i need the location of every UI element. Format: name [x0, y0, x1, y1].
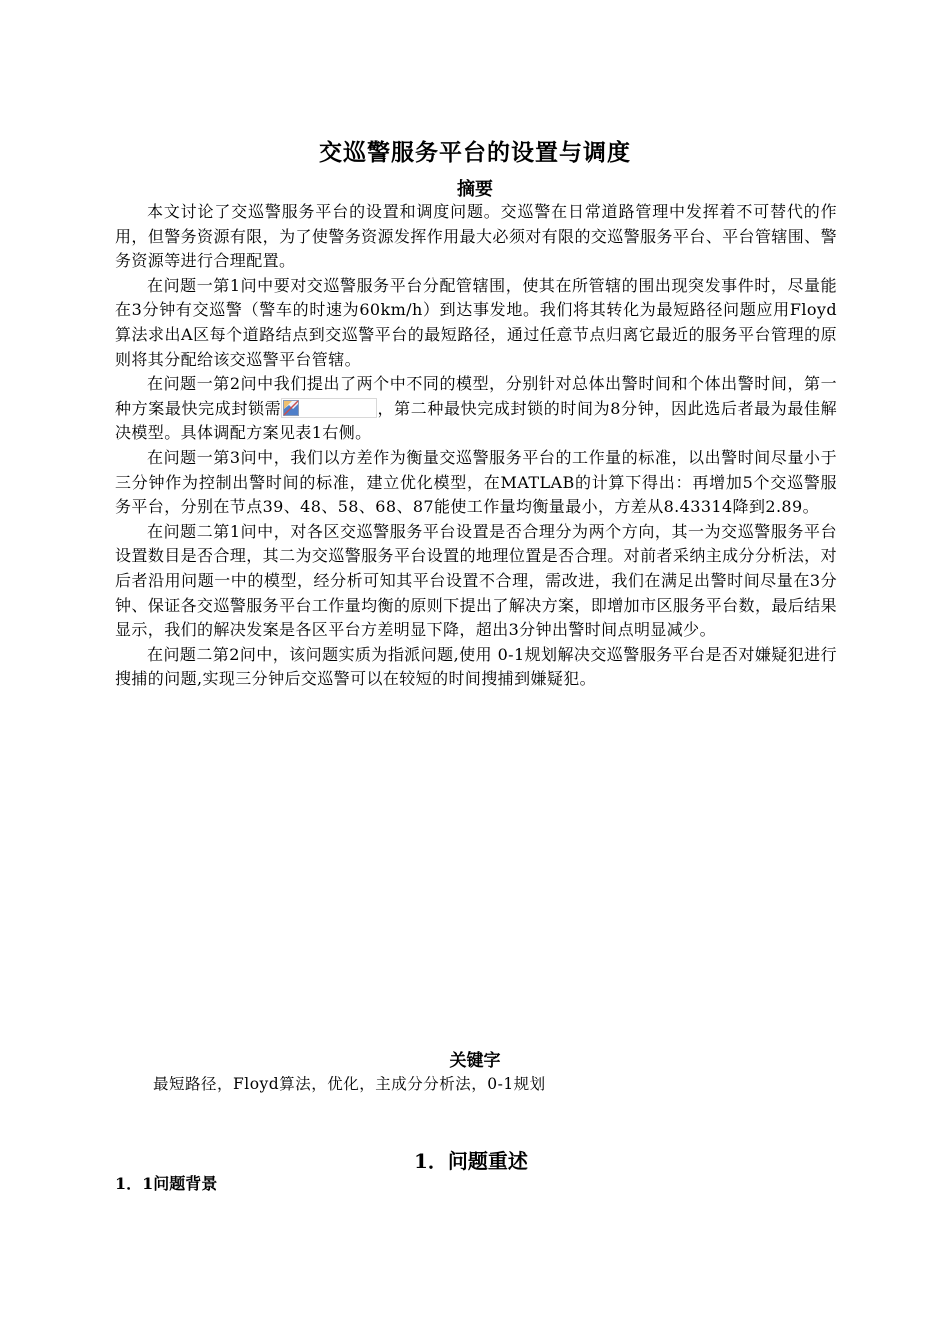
abstract-heading: 摘要 — [457, 179, 493, 200]
subsection-heading: 1．1问题背景 — [115, 1174, 218, 1193]
abstract-paragraph: 在问题二第1问中，对各区交巡警服务平台设置是否合理分为两个方向，其一为交巡警服务平台设置数目是否合理，其二为交巡警服务平台设置的地理位置是否合理。对前者采纳主成分分析法，对后者沿用问题一中的模型，经分析可知其平台设置不合理，需改进，我们在满足出警时间尽量在3分钟、保证各交巡警服务平台工作量均衡的原则下提出了解决方案，即增加市区服务平台数，最后结果显示，我们的解决发案是各区平台方差明显下降，超出3分钟出警时间点明显减少。 — [115, 521, 837, 640]
abstract-body — [115, 200, 837, 692]
keywords-text: 最短路径，Floyd算法，优化，主成分分析法，0-1规划 — [153, 1075, 546, 1093]
section-heading: 1．问题重述 — [414, 1149, 528, 1173]
document-title: 交巡警服务平台的设置与调度 — [319, 139, 631, 166]
abstract-paragraph-text: 在问题一第2问中我们提出了两个中不同的模型，分别针对总体出警时间和个体出警时间，第一种方案最快完成封锁需 — [115, 374, 837, 418]
broken-image-icon — [281, 398, 377, 418]
broken-image-glyph — [283, 400, 299, 416]
abstract-paragraph: 在问题一第3问中，我们以方差作为衡量交巡警服务平台的工作量的标准，以出警时间尽量小于三分钟作为控制出警时间的标准，建立优化模型，在MATLAB的计算下得出：再增加5个交巡警服务平台，分别在节点39、48、58、68、87能使工作量均衡量最小，方差从8.43314降到2.89。 — [115, 447, 837, 517]
abstract-paragraph: 本文讨论了交巡警服务平台的设置和调度问题。交巡警在日常道路管理中发挥着不可替代的作用，但警务资源有限，为了使警务资源发挥作用最大必须对有限的交巡警服务平台、平台管辖围、警务资源等进行合理配置。 — [115, 202, 837, 271]
abstract-paragraph: 在问题二第2问中，该问题实质为指派问题,使用 0-1规划解决交巡警服务平台是否对嫌疑犯进行搜捕的问题,实现三分钟后交巡警可以在较短的时间搜捕到嫌疑犯。 — [115, 644, 837, 689]
abstract-paragraph — [115, 372, 837, 446]
abstract-paragraph-text: ，第二种最快完成封锁的时间为8分钟，因此选后者最为最佳解决模型。具体调配方案见表1右侧。 — [115, 398, 837, 443]
keywords-heading: 关键字 — [449, 1051, 501, 1071]
abstract-paragraph: 在问题一第1问中要对交巡警服务平台分配管辖围，使其在所管辖的围出现突发事件时，尽量能在3分钟有交巡警（警车的时速为60km/h）到达事发地。我们将其转化为最短路径问题应用Floyd算法求出A区每个道路结点到交巡警平台的最短路径，通过任意节点归离它最近的服务平台管理的原则将其分配给该交巡警平台管辖。 — [115, 275, 837, 369]
